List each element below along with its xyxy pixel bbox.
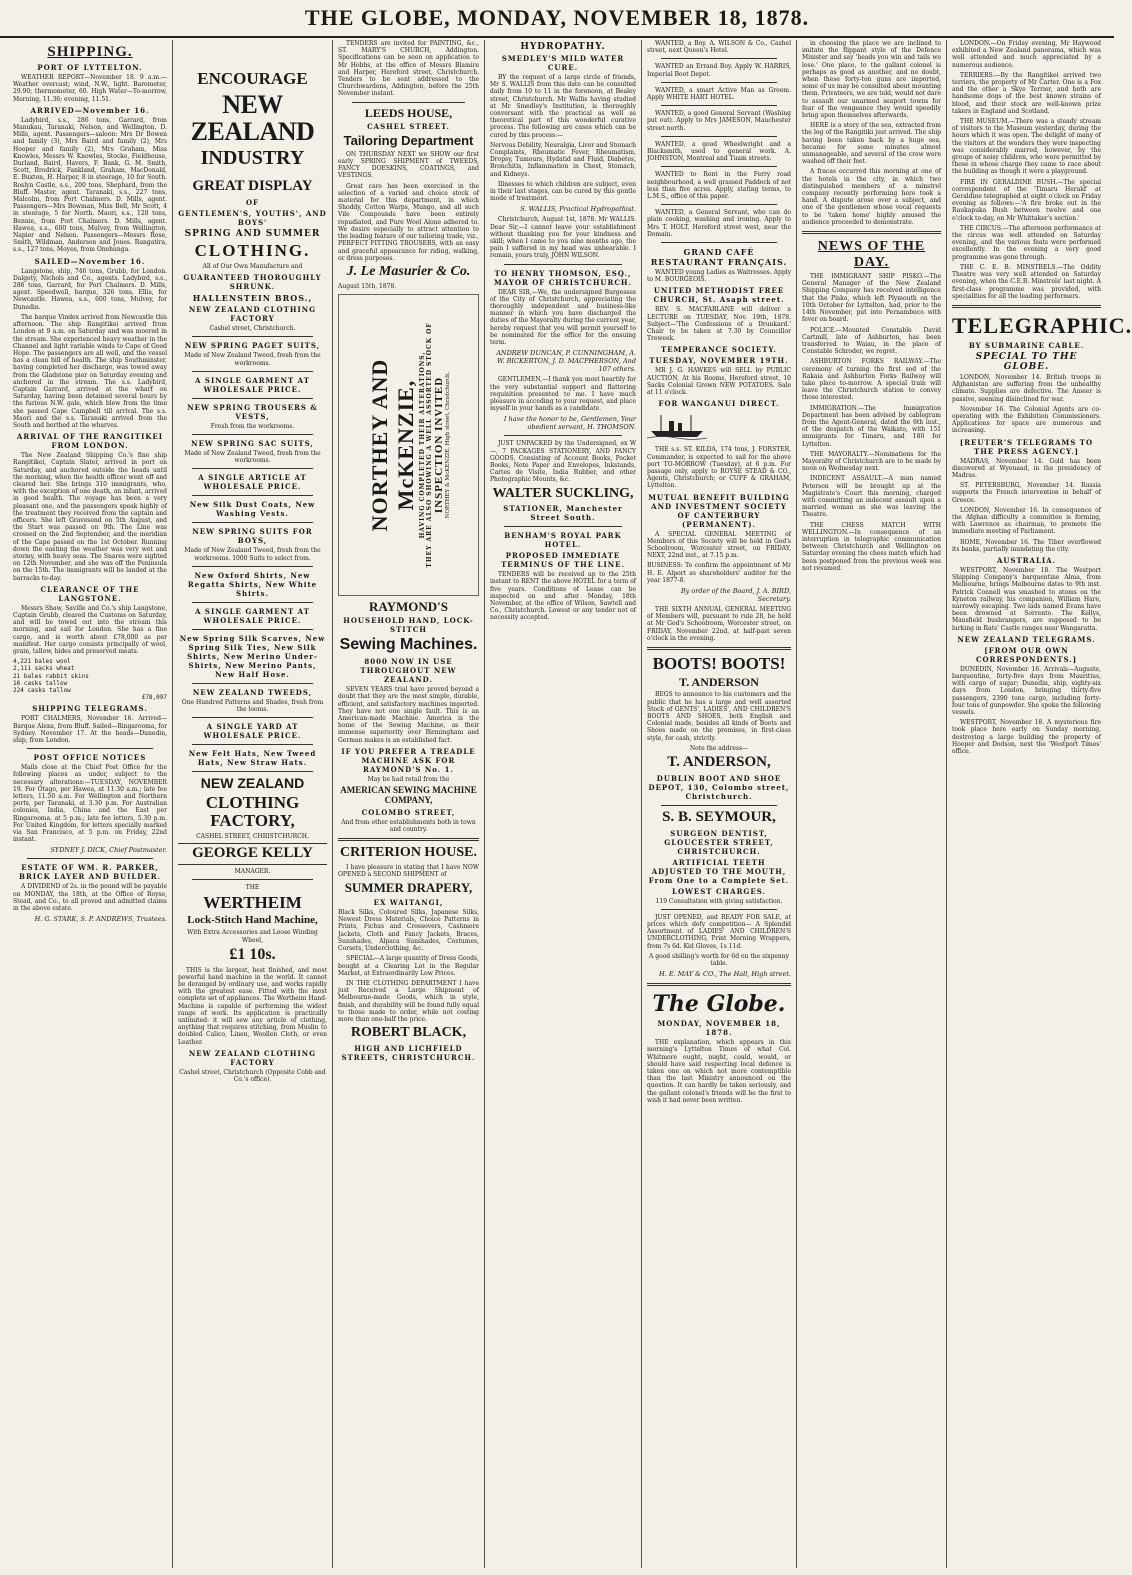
consult-label: 119 Consultation with giving satisfaction. [655, 897, 783, 905]
divider [192, 336, 313, 337]
news-item: INDECENT ASSAULT.—A man named Peterson will be brought up at the Magistrate's Court this morning, charged with committing an indecent assault upon a married woman as she was leaving the Theatre. [802, 475, 941, 519]
criterion-text: I have pleasure in stating that I have NOW OPENED a SECOND SHIPMENT of [338, 864, 479, 879]
lemasurier-name: J. Le Masurier & Co. [346, 263, 471, 279]
waitresses-text: WANTED young Ladies as Waitresses. Apply to M. BOURGEOIS. [647, 269, 791, 284]
treadle-label: IF YOU PREFER A TREADLE MACHINE ASK FOR RAYMOND'S No. 1. [341, 746, 476, 774]
reply-text: GENTLEMEN,—I thank you most heartily for the very substantial support and flattering requisition presented to me. I have much pleasure in acceding to your request, and place myself in your hands as a candidate. [490, 376, 636, 413]
methodist-text: REV. S. MACFARLANE will deliver a LECTURE on TUESDAY, Nov. 19th, 1878. Subject—'The Confessions of a Drunkard.' Chair to be taken at 7.30 by Councillor Treweek. [647, 306, 791, 343]
signers: ANDREW DUNCAN, P. CUNNINGHAM, A. W. BICKERTON, J. D. MACPHERSON, And 107 others. [496, 349, 636, 374]
column-5 [642, 40, 797, 1568]
news-item: IMMIGRATION.—The Immigration Department has been advised by cablegram from the Agent-General, dated the 6th inst., of the despatch of the Waikato, with 151 immigrants for Timaru, and 180 for Lyttelton. [802, 404, 941, 448]
telegram-item: ROME, November 16. The Tiber overflowed its banks, partially inundating the city. [952, 538, 1101, 553]
clothing-item-title: New Oxford Shirts, New Regatta Shirts, New White Shirts. [187, 570, 318, 598]
news-item: FIRE IN GERALDINE BUSH.—The special correspondent of the 'Timaru Herald' at Geraldine telegraphed at eight o'clock on Friday evening as follows:—'A fire broke out in the Raukapuka Bush between twelve and one o'clock to-day, on Mr Whittaker's section.' [952, 178, 1101, 222]
northey-address: NORTHEY & McKENZIE, High street, Christchurch. [444, 371, 451, 519]
cable-label: BY SUBMARINE CABLE. [968, 340, 1085, 350]
telegram-item: WESTPORT, November 18. A mysterious fire took place here early on Sunday morning, destroying a large building the property of Hooper and Dodson, next the 'Westport Times' office. [952, 719, 1101, 756]
divider [192, 771, 313, 772]
boots-heading: BOOTS! BOOTS! [652, 653, 786, 673]
great-display: GREAT DISPLAY [192, 178, 313, 195]
hawkes-text: MR J. G. HAWKES will SELL by PUBLIC AUCTION, At his Rooms, Hereford street, 10 Sacks Colonial Grown NEW POTATOES. Sale at 11 o'clock. [647, 367, 791, 397]
kelly-name: GEORGE KELLY [178, 843, 327, 865]
telegrams-heading: SHIPPING TELEGRAMS. [32, 704, 148, 714]
wanted-ad: WANTED, a good General Servant (Washing put out). Apply to Mrs JAMESON, Manchester street north. [647, 110, 791, 132]
leeds-street: CASHEL STREET. [367, 122, 450, 132]
sixth-meeting-text: THE SIXTH ANNUAL GENERAL MEETING of Members will, pursuant to rule 28, be held at Mr God's Schoolroom, Worcester street, on FRIDAY, November 22nd, at half-past seven o'clock in the evening. [647, 605, 791, 642]
benham-heading: BENHAM'S ROYAL PARK HOTEL. [504, 531, 622, 550]
access-label: With Extra Accessories and Loose Winding Wheel, [187, 929, 318, 944]
lemasurier-date: August 15th, 1878. [338, 282, 397, 290]
news-item: POLICE.—Mounted Constable David Cartmill, late of Ashburton, has been transferred to Waiau, in the place of Constable Schroder, we regret. [802, 326, 941, 356]
agent-2: Cashel street, Christchurch (Opposite Cobb and Co.'s office). [179, 1068, 326, 1084]
news-item: THE MAYORALTY.—Nominations for the Mayoralty of Christchurch are to be made by noon on Wednesday next. [802, 450, 941, 473]
cargo-item: 4,221 bales wool [13, 658, 71, 666]
columns [8, 40, 1132, 1568]
just-opened-text: JUST OPENED, and READY FOR SALE, at prices which defy competition— A Splendid Assortment of LADIES' AND CHILDREN'S UNDERCLOTHING, Print Morning Wrappers, from 7s 6d. Kid Gloves, 1s 11d. [647, 913, 791, 950]
divider [192, 434, 313, 435]
clothing-item-title: NEW SPRING TROUSERS & VESTS, [187, 402, 318, 421]
clothing-item-title: A SINGLE YARD AT WHOLESALE PRICE. [203, 722, 302, 741]
divider [504, 526, 622, 527]
cashel-label: Cashel street, Christchurch. [209, 325, 296, 333]
divider [952, 305, 1101, 308]
globe-date: MONDAY, NOVEMBER 18, 1878. [657, 1019, 781, 1038]
divider [192, 522, 313, 523]
news-item: THE CIRCUS.—The afternoon performance at the circus was well attended on Saturday evening, and the various feats were performed excellently. In the evening a very good programme was gone through. [952, 224, 1101, 261]
estate-heading: ESTATE OF WM. R. PARKER, BRICK LAYER AND BUILDER. [19, 863, 161, 882]
leeds-heading: LEEDS HOUSE, [364, 105, 453, 120]
sewing-heading: Sewing Machines. [339, 636, 478, 654]
nz-heading: NEW ZEALAND [190, 89, 315, 147]
northey-advert [338, 294, 479, 596]
wanganui-heading: FOR WANGANUI DIRECT. [658, 399, 780, 409]
news-item: THE C. E. B. MINSTRELS.—The Oddity Theatre was very well attended on Saturday evening, when the C.E.B. Minstrels' last night. A first-class programme was provided, with specialities for all the leading performers. [952, 263, 1101, 300]
divider [504, 435, 622, 436]
news-item: THE MUSEUM.—There was a steady stream of visitors to the Museum yesterday, during the hours which it was open. The delight of many of the visitors at the wonders they were inspecting was considerably marred, however, by the groups of noisy children, who were permitted by those in whose charge they came to race about the building as though it were a playground. [952, 118, 1101, 176]
clothing-item-desc: Fresh from the workrooms. [210, 422, 295, 430]
robert-black: ROBERT BLACK, [350, 1025, 467, 1041]
wanted-ad: WANTED, a General Servant, who can do plain cooking, washing and ironing. Apply to Mrs T. HOLT, Hereford street west, near the Domain. [647, 209, 791, 238]
northey-title: NORTHEY AND McKENZIE, [366, 358, 418, 532]
smedley-label: SMEDLEY'S MILD WATER CURE. [501, 54, 625, 72]
arrival-text: The New Zealand Shipping Co.'s fine ship Rangitikei, Captain Slater, arrived in port on Saturday, and anchored outside the heads until the morning, when the health officer went off and cleared her. She brings 310 immigrants, who, with the exception of one death, an infant, arrived in good health. The voyage has been a very pleasant one, and the passengers speak highly of the treatment they received from the captain and officers. She left Gravesend on 5th August, and the Start was passed on 9th. The Line was crossed on the 2nd September, and the meridian of the Cape passed on the 1st October. Running down the easting the weather was very wet and stormy, with heavy seas. The Snares were sighted on 12th November, and she was off the Peninsula on the 15th. The immigrants will be landed at the barracks to-day. [13, 452, 167, 582]
clearance-heading: CLEARANCE OF THE LANGSTONE. [40, 584, 140, 603]
divider [27, 748, 153, 749]
colombo-label: COLOMBO STREET, [361, 807, 456, 817]
divider [661, 136, 777, 137]
thomson-sign: I have the honor to be, Gentlemen, Your obedient servant, H. THOMSON. [503, 415, 636, 432]
weather-report: WEATHER REPORT—November 18. 9 a.m.—Weather overcast; wind, N.W., light. Barometer, 29.90; thermometer, 60. High Water—To-morrow, Morning, 11.36; evening, 11.51. [13, 74, 167, 103]
wanted-ad: WANTED to Rent in the Ferry road neighbourhood, a well grassed Paddock of not less than five acres. Apply, stating terms, to L.M.S., office of this paper. [647, 171, 791, 201]
seymour-name: S. B. SEYMOUR, [662, 808, 776, 825]
divider [802, 231, 941, 234]
mutual-heading: MUTUAL BENEFIT BUILDING AND INVESTMENT SOCIETY OF CANTERBURY (PERMANENT). [648, 492, 790, 529]
cargo-list [13, 658, 167, 701]
column-6 [797, 40, 947, 1568]
own-correspondents-label: [FROM OUR OWN CORRESPONDENTS.] [975, 645, 1078, 664]
divider [661, 242, 777, 243]
hydro-cases: Nervous Debility, Neuralgia, Liver and Stomach Complaints, Rheumatic Fever, Rheumatism, Dropsy, Tumours, Hydatid and Fluid, Diabetes, Bronchitis, Inflammation in Chest, Stomach, and Kidneys. [490, 141, 636, 178]
divider [647, 647, 791, 650]
kilda-text: THE s.s. ST. KILDA, 174 tons, J. FORSTER, Commander, is expected to sail for the above port TO-MORROW (Tuesday), at 6 p.m. For passage only, apply to ROYSE STEAD & CO., Agents, Christchurch; or CUFF & GRAHAM, Lyttelton. [647, 446, 791, 490]
clothing-item-desc: One Hundred Patterns and Shades, fresh from the looms. [181, 698, 324, 714]
cafe-heading: GRAND CAFÉ RESTAURANT FRANÇAIS. [650, 247, 788, 268]
clothing-item-title: A SINGLE GARMENT AT WHOLESALE PRICE. [195, 375, 310, 394]
wanted-list [647, 40, 791, 243]
divider [661, 58, 777, 59]
raymond-heading: RAYMOND'S [369, 598, 448, 614]
cargo-item: 16 casks tallow [13, 679, 68, 687]
manager-label: MANAGER. [234, 867, 271, 875]
agent-1: NEW ZEALAND CLOTHING FACTORY [188, 1048, 317, 1067]
nzcf-label: NEW ZEALAND CLOTHING FACTORY [188, 305, 317, 324]
lockstitch-label: Lock-Stitch Hand Machine, [187, 913, 318, 926]
wanted-ad: WANTED, a smart Active Man as Groom. Apply WHITE HART HOTEL. [647, 86, 791, 102]
special-label: SPECIAL TO THE GLOBE. [975, 351, 1078, 372]
thursday-text: ON THURSDAY NEXT we SHOW our first early SPRING SHIPMENT of TWEEDS, FANCY DOESKINS, COATINGS, and VESTINGS. [338, 150, 479, 180]
wallis-sign: S. WALLIS, Practical Hydropathist. [520, 205, 636, 214]
cargo-total: £78,097 [141, 694, 167, 702]
the-label: THE [245, 883, 260, 891]
column-1 [8, 40, 173, 1568]
divider [661, 909, 777, 910]
wanted-ad: WANTED, a Boy. A. WILSON & Co., Cashel street, next Queen's Hotel. [647, 40, 791, 55]
criterion-list: Black Silks, Coloured Silks, Japanese Silks, Newest Dress Materials, Choice Patterns in Prints, Fichus and Crossovers, Cashmere Jackets, Cloth and Fancy Jackets, Braces, Sunshades, Alpaca Sunshades, Costumes, Corsets, Underclothing, &c. [338, 909, 479, 953]
telegrams-text: PORT CHALMERS, November 16. Arrived—Barque Alexa, from Bluff. Sailed—Ringarooma, for Sydney. November 17. At the heads—Dunedin, ship, from London. [13, 715, 167, 745]
column-4 [485, 40, 642, 1568]
divider [192, 879, 313, 880]
editorial-cont: in choosing the place we are inclined to imitate the flippant style of the Defence Minister and say 'heads you win and tails we lose.' One place, to the gallant colonel is perhaps as good as another, and no doubt, when these forty-ton guns are imported, some of us may be consulted about mounting them. Privateers, we are told, would not dare to assault our unarmed seaport towns for fear of the vengeance they would speedily bring upon themselves afterwards. [802, 40, 941, 120]
reuter-label: [REUTER'S TELEGRAMS TO THE PRESS AGENCY.] [959, 437, 1094, 456]
arrived-heading: ARRIVED—November 16. [30, 105, 150, 115]
telegram-item: November 16. The Colonial Agents are co-operating with the Exhibition Commissioners. Applications for space are numerous and increasing. [952, 405, 1101, 435]
clothing-item-title: A SINGLE GARMENT AT WHOLESALE PRICE. [195, 606, 310, 625]
divider [661, 204, 777, 205]
nz2-heading: NEW ZEALAND [200, 775, 305, 792]
tender-hotel-text: TENDERS will be received up to the 25th instant to RENT the above HOTEL for a term of five years. Conditions of Lease can be inspected on and after Monday, 18th November, at the office of Wilson, Sawtell and Co., Christchurch. Lowest or any tender not of necessity accepted. [490, 571, 636, 622]
clothing-item-desc: Made of New Zealand Tweed, fresh from the workrooms. 1000 Suits to select from. [184, 547, 321, 562]
clothing-item-title: New Felt Hats, New Tweed Hats, New Straw Hats. [188, 749, 317, 768]
telegram-item: DUNEDIN, November 16. Arrivals—Auguste, barquentine, forty-five days from Mauritius, with cargo of sugar; Dunedin, ship, eighty-six days from London, bringing thirty-five passengers, 2390 tons cargo, including forty-four tons of gunpowder. She spoke the following vessels. [952, 665, 1101, 717]
clothing-items [178, 336, 327, 767]
divider [192, 371, 313, 372]
divider [192, 683, 313, 684]
clothing-item-title: NEW ZEALAND TWEEDS, [192, 687, 313, 697]
divider [352, 102, 465, 103]
surgeon-label: SURGEON DENTIST, GLOUCESTER STREET, CHRISTCHURCH. [664, 828, 774, 856]
divider [27, 858, 153, 859]
bird-sign: By order of the Board, J. A. BIRD, Secretary. [680, 586, 791, 603]
clothing-item-title: NEW SPRING PAGET SUITS, [184, 341, 321, 351]
news-item: ASHBURTON FORKS RAILWAY.—The ceremony of turning the first sod of the Rakaia and Ashburton Forks Railway will take place to-morrow. A special train will leave the Christchurch station to convey those interested. [802, 358, 941, 402]
divider [192, 566, 313, 567]
clothing-item-desc: Made of New Zealand Tweed, fresh from the workrooms. [184, 450, 321, 465]
northey-vertical [367, 300, 451, 590]
divider [661, 82, 777, 83]
shipping-intel: The barque Vindex arrived from Newcastle this afternoon. The ship Rangitikei arrived from London at 9 a.m. on Saturday and was moored in the stream. She experienced heavy weather in the Channel and light variable winds to Cape of Good Hope. The passengers are all well, and the vessel has a clean bill of health. The ship Southminster, having completed her discharge, was towed away from the Gladstone pier on Saturday evening and anchored in the stream. The s.s. Ladybird, Captain Garrard, arrived at the wharf on Saturday, having been detained several hours by the furious N.W. gale, which blew from the time she passed Cape Campbell till arrival. The s.s. Maori and the s.s. Taranaki arrived from the South and berthed at the wharves. [13, 313, 167, 429]
telegram-item: ST. PETERSBURG, November 14. Russia supports the French intervention in behalf of Greece. [952, 482, 1101, 504]
divider [504, 264, 622, 265]
requisition-text: DEAR SIR,—We, the undersigned Burgesses of the City of Christchurch, appreciating the thoroughly independent and business-like manner in which you have discharged the duties of the Mayoralty during the current year, hereby request that you will permit yourself to be nominated for the office for the ensuing term. [490, 288, 637, 347]
fracas-text: A fracas occurred this morning at one of the hotels in the city, in which two distinguished members of a minstrel company recently performing here took a hand. A dispute arose over a subject, and one of the gentlemen whose vocal requests to be 'taken home' highly amused the audience proceeded to demonstrate. [802, 168, 941, 226]
nowin-label: 8000 NOW IN USE THROUGHOUT NEW ZEALAND. [360, 657, 457, 685]
price-label: £1 10s. [229, 945, 276, 963]
methodist-heading: UNITED METHODIST FREE CHURCH, St. Asaph street. [653, 286, 785, 305]
news-heading: NEWS OF THE DAY. [817, 239, 926, 271]
divider [192, 629, 313, 630]
spring-label: SPRING AND SUMMER [184, 229, 321, 240]
andfrom-label: And from other establishments both in town and country. [341, 818, 476, 834]
northey-sub: HAVING COMPLETED THEIR ALTERATIONS, [418, 351, 426, 539]
hydro-text: BY the request of a large circle of friends, Mr S. WALLIS from this date can be consulted daily from 10 to 11 in the forenoon, at Bealey street, Christchurch. Mr Wallis having studied at Mr Smedley's Institution, is thoroughly conversant with the practical as well as theoretical part of this wonderful curative process. The following are cases which can be cured by this process:— [490, 74, 636, 139]
own-label: All of Our Own Manufacture and [202, 263, 303, 271]
lowest-label: LOWEST CHARGES. [672, 886, 766, 896]
estate-text: A DIVIDEND of 2s. in the pound will be payable on MONDAY, the 18th, at the Office of Royse, Stead, and Co., to all proved and admitted claims in the above estate. [13, 883, 167, 913]
wanted-ad: WANTED, a good Wheelwright and a Blacksmith, used to general work. A. JOHNSTON, Montreal and Tuam streets. [647, 140, 791, 163]
port-heading: PORT OF LYTTELTON. [37, 63, 143, 72]
masthead [0, 0, 1114, 38]
special-text: SPECIAL—A large quantity of Dress Goods, bought at a Clearing Lot in the Regular Market, at Extraordinarily Low Prices. [338, 955, 479, 977]
steamship-icon [647, 413, 707, 439]
may-sign: H. E. MAY & CO., The Hall, High street. [659, 970, 791, 979]
tenders-notice: TENDERS are invited for PAINTING, &c., ST. MARY'S CHURCH, Addington. Specifications can be seen on application to Mr Hobbs, at the office of Messrs Blamire and Harper, Hereford street, Christchurch. Tenders to be sent addressed to the Churchwardens, Addington, before the 25th November instant. [338, 40, 479, 98]
masthead-title: THE GLOBE, MONDAY, NOVEMBER 18, 1878. [304, 5, 810, 30]
of-label: OF [245, 198, 260, 208]
care-text: Great care has been exercised in the selection of a varied and choice stock of material for this department, in which Shoddy, Cotton Warps, Mungo, and all such Vile Compounds have been entirely repudiated, and Pure Wool Alone adhered to. We desire especially to attract attention to the leading feature of our tailoring trade, viz., PERFECT FITTING TROUSERS, with an easy and graceful appearance for riding, walking, or dress purposes. [338, 182, 479, 262]
robert-address: HIGH AND LICHFIELD STREETS, CHRISTCHURCH. [341, 1043, 476, 1062]
unpacked-text: JUST UNPACKED by the Undersigned, ex W—, 7 PACKAGES STATIONERY, AND FANCY GOODS, Consisting of Account Books, Pocket Books, Note Paper and Envelopes, Inkstands, Cartes de Visite, India Rubber, and other Photographic Mounts, &c. [490, 440, 636, 484]
dublin-label: DUBLIN BOOT AND SHOE DEPOT, 130, Colombo street, Christchurch. [648, 773, 790, 801]
editorial-text: THE explanation, which appears in this morning's Lyttelton Times of what Col. Whitmore ought, might, could, would, or should have said respecting local defence is taken one on which not more contemptible than the last Ministry announced on the question. It can hardly be taken seriously, and the gallant colonel's friends will be the first to wish it had never been written. [647, 1039, 791, 1104]
industry-heading: INDUSTRY [200, 147, 305, 170]
artificial-label: ARTIFICIAL TEETH ADJUSTED TO THE MOUTH, From One to a Complete Set. [648, 857, 790, 885]
column-7 [947, 40, 1132, 1568]
business-text: BUSINESS: To confirm the appointment of Mr H. E. Alport as shareholders' auditor for the year 1877-8. [647, 562, 791, 584]
telegram-item: LONDON, November 14. British troops in Afghanistan are suffering from the unhealthy climate. Supplies are defective. The Ameer is passive, seeming disinclined for war. [952, 373, 1101, 403]
divider [192, 398, 313, 399]
divider [192, 468, 313, 469]
sailed-text: Langstone, ship, 746 tons, Grubb, for London. Dalgety, Nichols and Co., agents. Ladybird, s.s., 286 tons, Garrard, for Port Chalmers. D. Mills, agent. Speedwell, barque, 326 tons, Ellis, for Newcastle. Hawea, s.s., 600 tons, Mulvey, for Dunedin. [13, 267, 167, 311]
cf-heading: CLOTHING FACTORY, [205, 792, 300, 830]
clearance-text: Messrs Shaw, Saville and Co.'s ship Langstone, Captain Grubb, cleared the Customs on Saturday, and will be towed out into the stream this morning, and sail for London. She has a fine cargo, and is worth about £78,000 as per manifest. Her cargo consists principally of wool, grain, tallow, hides and preserved meats. [13, 604, 167, 656]
sailed-heading: SAILED—November 16. [34, 256, 146, 266]
news-item: THE IMMIGRANT SHIP PISKO.—The General Manager of the New Zealand Shipping Company has received intelligence that the Pisko, which left Plymouth on the 10th October for Lyttelton, had, prior to the 14th November, put into Pernambuco with fever on board. [802, 273, 941, 324]
divider [647, 983, 791, 986]
special-meeting-text: A SPECIAL GENERAL MEETING of Members of this Society will be held in God's Schoolroom, Worcester street, on FRIDAY, NEXT, 22nd inst., at 7.15 p.m. [647, 530, 791, 560]
divider [661, 166, 777, 167]
telegram-item: LONDON, November 16. In consequence of the Afghan difficulty a committee is forming, with Lawrence as chairman, to promote the immediate meeting of Parliament. [952, 506, 1101, 536]
testimonial: Christchurch, August 1st, 1878. Mr WALLIS. Dear Sir,—I cannot leave your establishment without thanking you for your kindness and skill; when I came to you nine months ago, the pain I suffered in my head was unbearable. I remain, yours truly, JOHN WILSON. [490, 216, 636, 260]
clothing-item-desc: Made of New Zealand Tweed, fresh from the workrooms. [184, 352, 321, 367]
divider [192, 602, 313, 603]
seven-years-text: SEVEN YEARS trial have proved beyond a doubt that they are the most simple, durable, efficient, and satisfactory machines imported. They have not one single fault. This is an American-made Machine. America is the home of the Sewing Machine, as their immense superiority over Birmingham and German makes is an established fact. [338, 686, 479, 744]
divider [192, 717, 313, 718]
clothing-item-title: NEW SPRING SAC SUITS, [191, 439, 314, 449]
arrived-text: Ladybird, s.s., 286 tons, Garrard, from Manukau, Taranaki, Nelson, and Wellington. D. Mills, agent. Passengers—saloon: Mrs Dr Bowen and family (3), Mrs Baird and family (2), Mrs Hooper and family (2), Mrs Graham, Miss Knowles, Messrs W. Knowles, Stocke, Fieldhouse, Durland, Baird, Havers, F. Bank, G. M. Smith, Scott, Brodrick, Fankland, Graham, MacDonald, E. Buxton, H. Harper, 8 in steerage, 10 for South. Roslyn Castle, s.s., 200 tons, Shephard, from the Bluff. Master, agent. Taranaki, s.s., 227 tons, Malcolm, from Port Chalmers. D. Mills, agent. Passengers—Mrs Bowman, Miss Bell, Mr Scott, 4 in steerage, 5 for North. Maori, s.s., 128 tons, Bennie, from Port Chalmers. D. Mills, agent. Hawea, s.s., 600 tons, Mulvey, from Wellington, Napier and Nelson. Passengers—Messrs Rose, Smith, Wildman, Andersen and Jones. Rangatira, s.s., 127 tons, Moyes, from Onehunga. [13, 116, 167, 254]
gents-label: GENTLEMEN'S, YOUTHS', AND BOYS' [178, 209, 327, 228]
encourage-heading: ENCOURAGE [197, 69, 308, 88]
news-item: LONDON.—On Friday evening, Mr Haywood exhibited a New Zealand panorama, which was well attended and much appreciated by a numerous audience. [952, 40, 1101, 69]
divider [661, 105, 777, 106]
anderson-name-2: T. ANDERSON, [667, 754, 771, 771]
wertheim-heading: WERTHEIM [203, 893, 302, 912]
mayor-heading: TO HENRY THOMSON, ESQ., MAYOR OF CHRISTCHURCH. [494, 268, 632, 287]
wanted-ad: WANTED an Errand Boy. Apply W. HARRIS, Imperial Boot Depot. [647, 63, 791, 78]
cashel2-label: CASHEL STREET, CHRISTCHURCH. [196, 832, 309, 840]
american-label: AMERICAN SEWING MACHINE COMPANY, [340, 785, 477, 805]
column-2 [173, 40, 333, 1568]
terminus-label: PROPOSED IMMEDIATE TERMINUS OF THE LINE. [501, 551, 625, 570]
divider [192, 495, 313, 496]
cargo-item: 224 casks tallow [13, 687, 71, 695]
telegraphic-heading: TELEGRAPHIC. [952, 312, 1132, 338]
clothing-item-title: A SINGLE ARTICLE AT WHOLESALE PRICE. [198, 473, 307, 492]
divider [661, 805, 777, 806]
post-text: Mails close at the Chief Post Office for the following places as under, subject to the necessary alterations:—TUESDAY, NOVEMBER 19. For Otago, per Hawea, at 11.30 a.m.; late fee letters, 11.50 a.m. For Wellington and Northern ports, per Taranaki, at 3.30 p.m. For Australian colonies, India, China and the East per Ringarooma, at 5 p.m.; late fee letters, 5.30 p.m. For United Kingdom, for letters specially marked via San Francisco, at 5 p.m. on Friday, 22nd instant. [13, 764, 167, 844]
arrival-heading: ARRIVAL OF THE RANGITIKEI FROM LONDON. [16, 432, 164, 451]
shilling-text: A good shilling's worth for 6d on the sixpenny table. [649, 952, 789, 967]
northey-stock: THEY ARE ALSO SHOWING A WELL ASSORTED STOCK OF [425, 322, 433, 568]
telegram-item: MADRAS, November 14. Gold has been discovered at Wyenaad, in the presidency of Madras. [952, 457, 1101, 479]
clothing-item-title: New Spring Silk Scarves, New Spring Silk Ties, New Silk Shirts, New Merino Under-Shirts, New Merino Pants, New Half Hose. [179, 633, 326, 679]
hydro-close: Illnesses to which children are subject, even in their last stages, can be cured by this gentle mode of treatment. [490, 180, 636, 203]
cargo-item: 21 bales rabbit skins [13, 672, 89, 680]
boots-text: BEGS to announce to his customers and the public that he has a large and well assorted Stock of GENTS', LADIES', AND CHILDREN'S BOOTS AND SHOES, both English and Colonial made, besides all kinds of Boots and Shoes made on the premises, in first-class style, for cash, strictly. [647, 691, 791, 742]
news-item: TERRIERS.—By the Rangitikei arrived two terriers, the property of Mr Carter. One is a Fox and the other a Skye Terrier, and both are handsome dogs of the best known strains of blood, and their stock are well-known prize takers in England and Scotland. [952, 71, 1101, 115]
cargo-item: 2,111 sacks wheat [13, 665, 75, 673]
story-text: HERE is a story of the sea, extracted from the log of the Rangitiki just arrived. The ship having been taken back by a huge sea, became for some minutes almost unmanageable, and several of the crew were washed off their feet. [802, 122, 941, 166]
temperance-heading: TEMPERANCE SOCIETY. [661, 345, 777, 355]
post-signature: SYDNEY J. DICK, Chief Postmaster. [50, 846, 167, 855]
nz-telegrams-heading: NEW ZEALAND TELEGRAMS. [957, 634, 1096, 644]
hallenstein: HALLENSTEIN BROS., [192, 293, 313, 304]
divider [192, 744, 313, 745]
suckling-name: WALTER SUCKLING, [492, 485, 634, 501]
wertheim-desc: THIS is the largest, best finished, and most powerful hand machine in the world. It cannot be deranged by ordinary use, and works rapidly with the greatest ease. Fitted with the most complete set of appliances. The Wertheim Hand-Machine is capable of performing the widest range of work. Its application is practically unlimited: it will sew any article of clothing, anything that requires stitching, from Muslin to doubled Calico, Linen, Woollen Cloth, or even Leather. [178, 966, 327, 1046]
summer-heading: SUMMER DRAPERY, [344, 880, 473, 896]
anderson-name: T. ANDERSON [679, 674, 759, 689]
suckling-address: STATIONER, Manchester Street South. [503, 504, 623, 523]
clothing-item-title: NEW SPRING SUITS FOR BOYS, [192, 527, 313, 546]
tuesday-heading: TUESDAY, NOVEMBER 19TH. [649, 356, 789, 366]
clothing-item-title: New Silk Dust Coats, New Washing Vests. [189, 500, 316, 519]
mayhad-label: May be had retail from the [367, 775, 450, 783]
tailoring-heading: Tailoring Department [343, 133, 474, 149]
news-item: THE CHESS MATCH WITH WELLINGTON.—In consequence of an interruption in telegraphic communication between Christchurch and Wellington on Saturday evening the chess match which had been postponed from the previous week was not resumed. [802, 521, 941, 572]
waitangi-label: EX WAITANGI, [373, 898, 444, 908]
northey-inspection: INSPECTION INVITED [432, 376, 445, 513]
clothing-dept-text: IN THE CLOTHING DEPARTMENT I have just Received a Large Shipment of Melbourne-made Goods, which in style, finish, and durability will be found fully equal to those made to order, while not costing more than one-half the price. [338, 979, 479, 1023]
note-label: Note the address— [689, 744, 749, 752]
hydro-heading: HYDROPATHY. [520, 42, 606, 52]
divider [338, 838, 479, 841]
globe-heading: The Globe. [652, 991, 786, 1018]
telegram-item: WESTPORT, November 18. The Westport Shipping Company's barquentine Alma, from Melbourne, brings Melbourne dates to 9th inst. Patrick Connell was smashed to atoms on the Kyneton railway, his companion, William Hare, narrowly escaping. Two lads named Evans have been drowned at Sorrento. The Kellys, Mansfield bushrangers, are supposed to be lurking in Rats' Castle ranges near Wangaratta. [952, 566, 1101, 632]
australia-heading: AUSTRALIA. [996, 555, 1057, 565]
clothing-heading: CLOTHING. [194, 241, 311, 261]
shipping-heading: SHIPPING. [47, 44, 133, 60]
estate-signature: H. G. STARK, S. P. ANDREWS, Trustees. [34, 915, 167, 924]
criterion-heading: CRITERION HOUSE. [340, 845, 477, 861]
raymond-sub: HOUSEHOLD HAND, LOCK-STITCH [343, 616, 474, 635]
guaranteed-label: GUARANTEED THOROUGHLY SHRUNK. [183, 273, 322, 292]
column-3 [333, 40, 485, 1568]
post-heading: POST OFFICE NOTICES [33, 753, 147, 763]
